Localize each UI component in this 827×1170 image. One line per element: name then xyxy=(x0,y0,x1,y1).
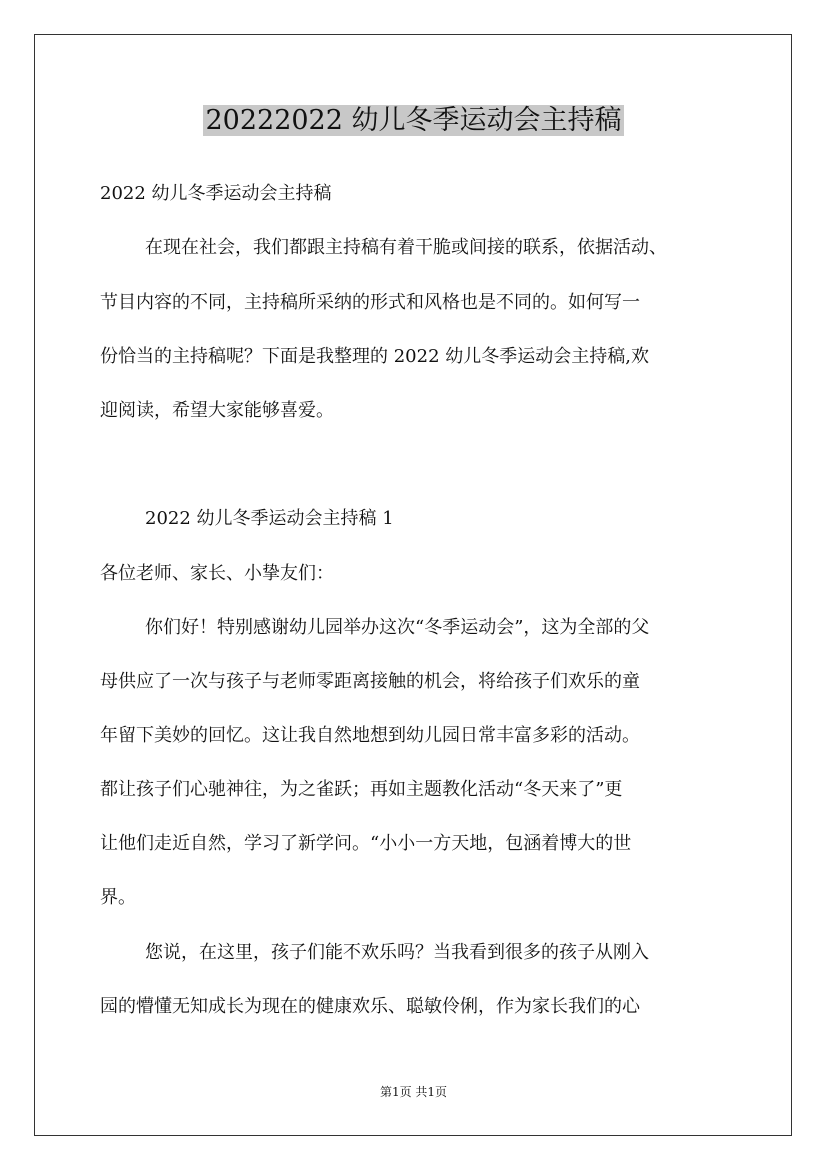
paragraph-line: 年留下美妙的回忆。这让我自然地想到幼儿园日常丰富多彩的活动。 xyxy=(100,725,640,746)
intro-line: 份恰当的主持稿呢？下面是我整理的 2022 幼儿冬季运动会主持稿,欢 xyxy=(100,346,649,367)
paragraph-line: 你们好！特别感谢幼儿园举办这次“冬季运动会”，这为全部的父 xyxy=(145,617,650,638)
intro-line: 节目内容的不同，主持稿所采纳的形式和风格也是不同的。如何写一 xyxy=(100,292,640,313)
paragraph-line: 界。 xyxy=(100,887,136,908)
paragraph-line: 母供应了一次与孩子与老师零距离接触的机会，将给孩子们欢乐的童 xyxy=(100,671,640,692)
paragraph-line: 园的懵懂无知成长为现在的健康欢乐、聪敏伶俐，作为家长我们的心 xyxy=(100,996,640,1017)
paragraph-line: 都让孩子们心驰神往，为之雀跃；再如主题教化活动“冬天来了”更 xyxy=(100,779,623,800)
page-footer: 第1页 共1页 xyxy=(379,1085,448,1099)
paragraph-line: 让他们走近自然，学习了新学问。“小小一方天地，包涵着博大的世 xyxy=(100,833,632,854)
intro-line: 迎阅读，希望大家能够喜爱。 xyxy=(100,400,334,421)
document-subtitle: 2022 幼儿冬季运动会主持稿 xyxy=(100,183,332,204)
title-text: 20222022 幼儿冬季运动会主持稿 xyxy=(205,105,622,136)
intro-line: 在现在社会，我们都跟主持稿有着干脆或间接的联系，依据活动、 xyxy=(145,237,667,258)
section-heading: 2022 幼儿冬季运动会主持稿 1 xyxy=(145,508,394,529)
document-title xyxy=(0,100,827,142)
salutation: 各位老师、家长、小挚友们： xyxy=(100,563,334,584)
paragraph-line: 您说，在这里，孩子们能不欢乐吗？当我看到很多的孩子从刚入 xyxy=(145,942,649,963)
